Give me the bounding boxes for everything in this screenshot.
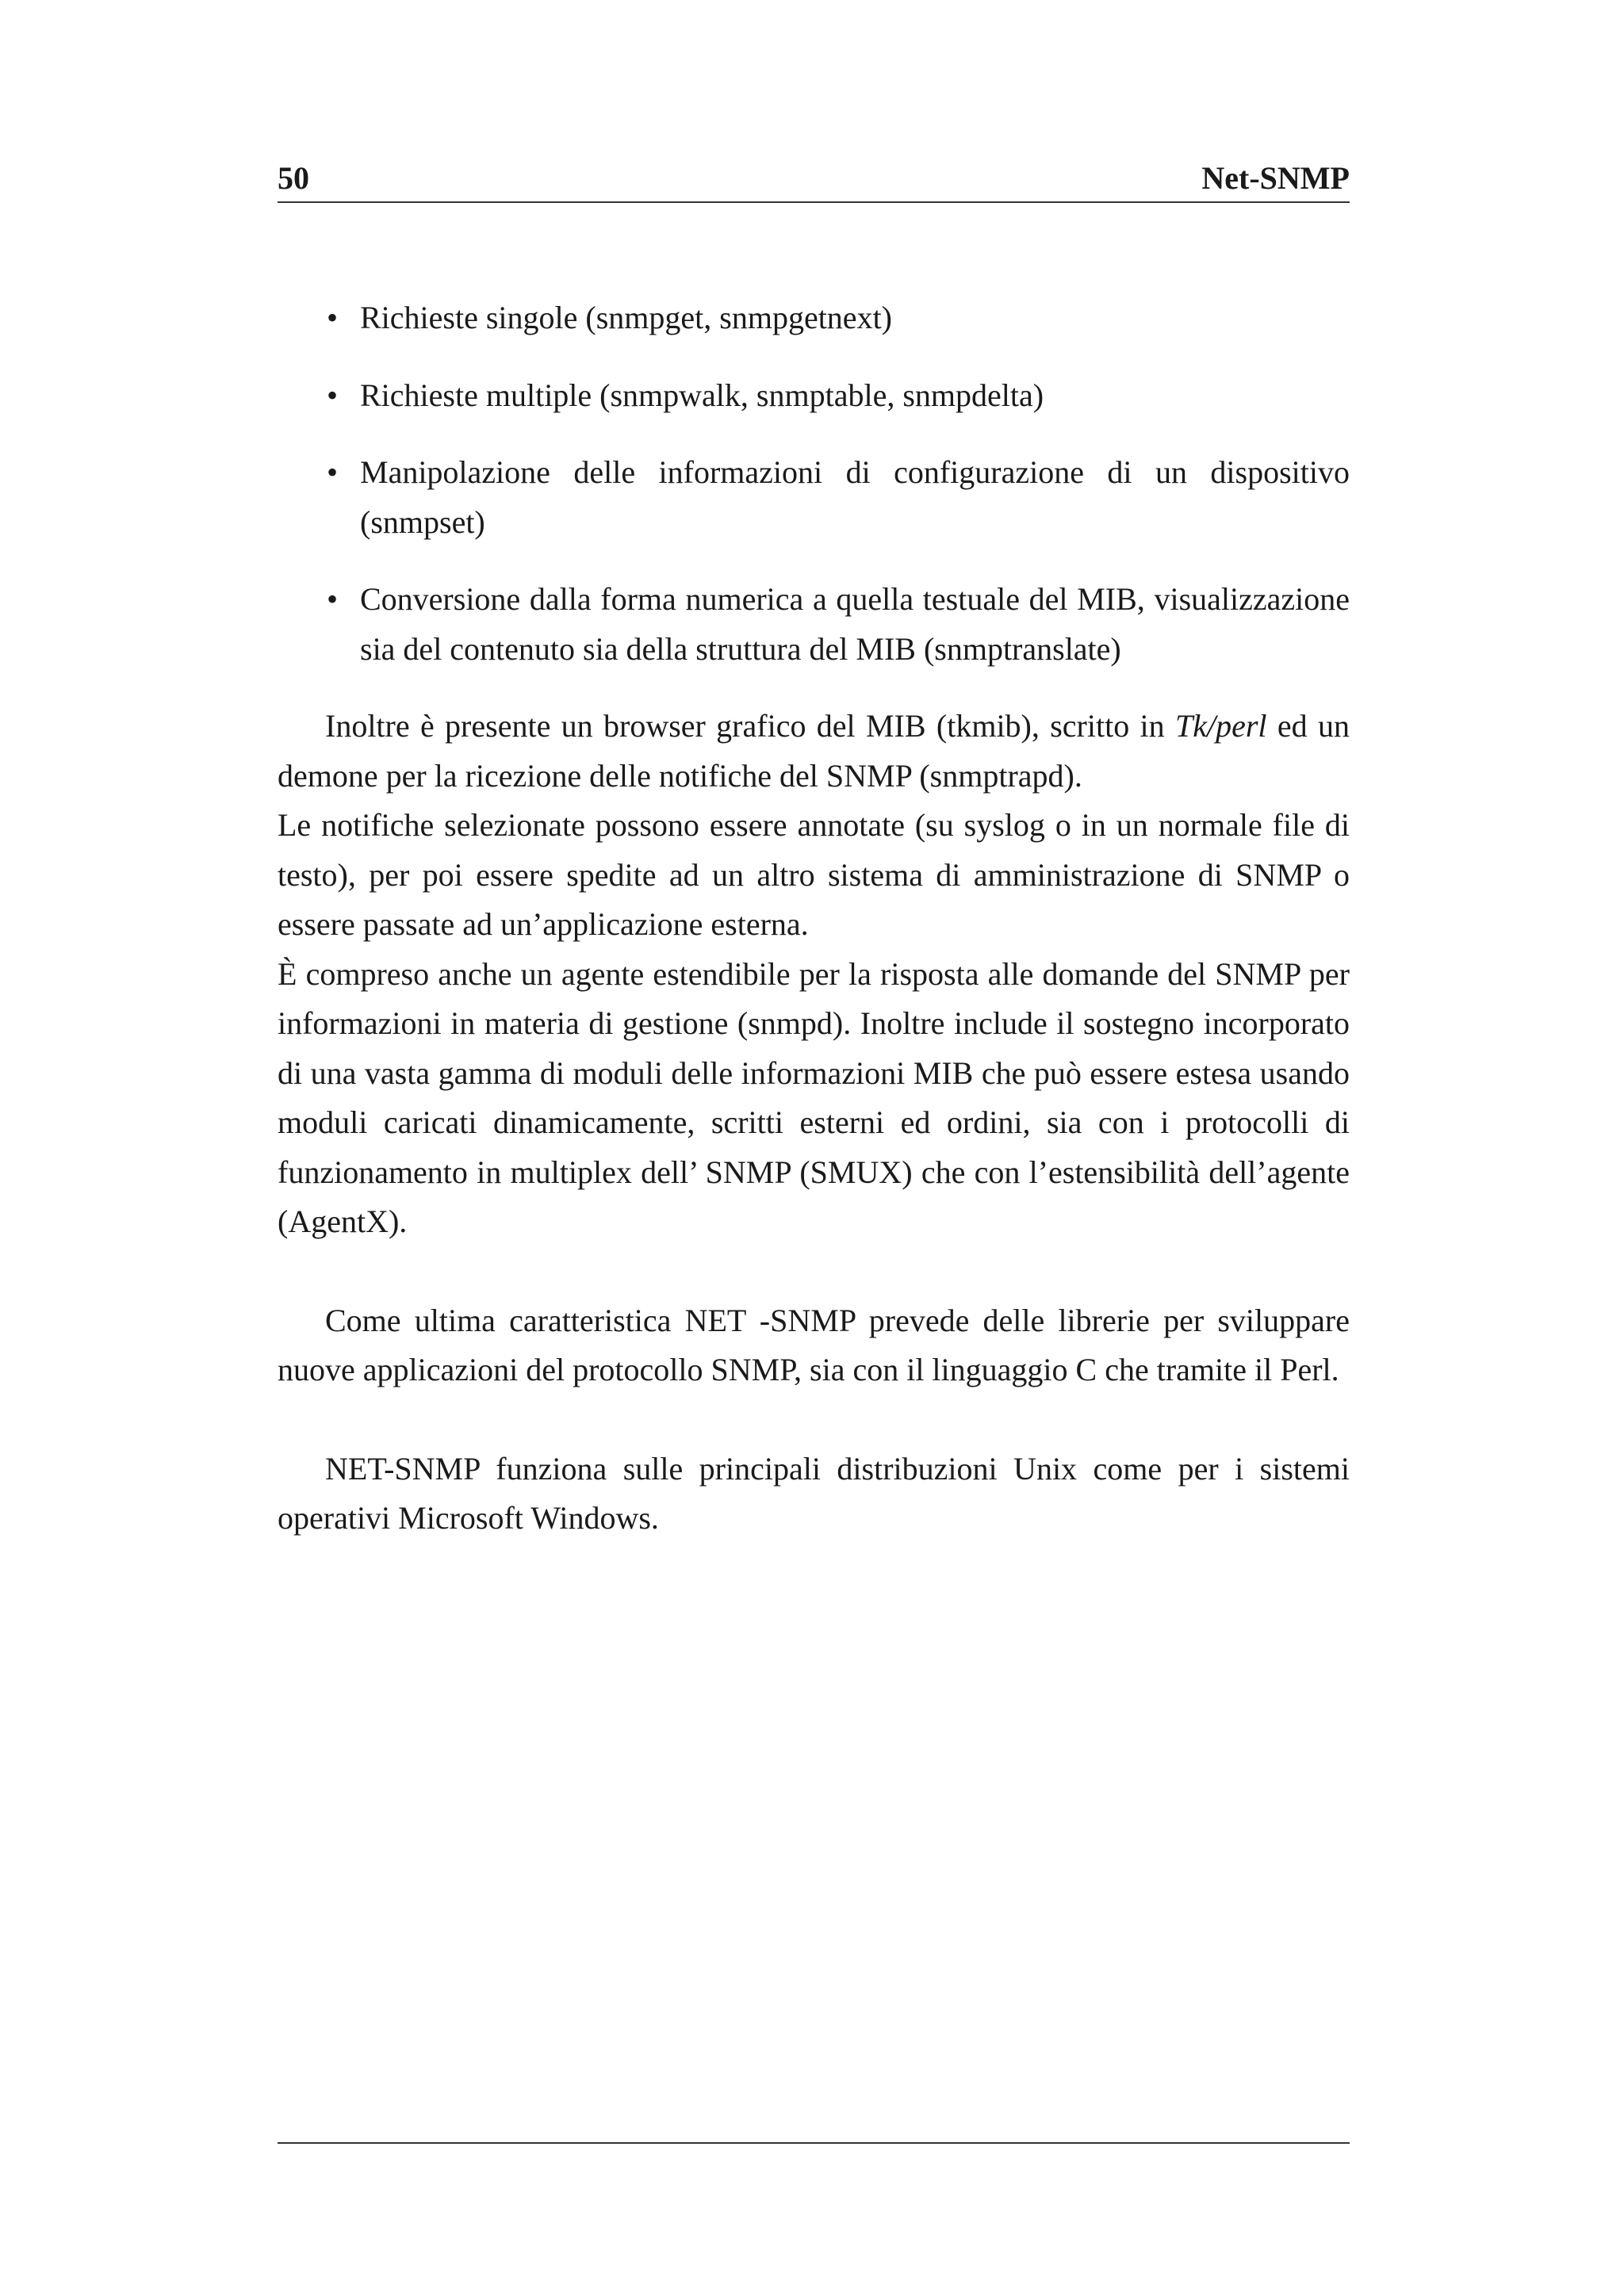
list-item-text: Richieste singole (snmpget, snmpgetnext) xyxy=(360,300,892,335)
header-rule xyxy=(278,201,1350,203)
paragraph-platforms: NET-SNMP funziona sulle principali distribuzioni Unix come per i sistemi operativi Microsoft Windows. xyxy=(278,1450,1350,1536)
list-item xyxy=(278,371,1350,421)
list-item xyxy=(278,448,1350,547)
bullet-icon: • xyxy=(327,454,339,490)
paragraph-text: Inoltre è presente un browser grafico del MIB (tkmib), scritto in xyxy=(325,708,1175,744)
paragraph-notifications: Le notifiche selezionate possono essere annotate (su syslog o in un normale file di testo), per poi essere spedite ad un altro sistema di amministrazione di SNMP o essere passate ad un’applicazione esterna. xyxy=(278,807,1350,942)
bullet-icon: • xyxy=(327,300,339,335)
paragraph-tkmib xyxy=(278,702,1350,801)
list-item-text: Richieste multiple (snmpwalk, snmptable, snmpdelta) xyxy=(360,377,1044,413)
bullet-list xyxy=(278,293,1350,674)
page-number: 50 xyxy=(278,160,309,196)
bullet-icon: • xyxy=(327,377,339,413)
body-text xyxy=(278,293,1350,1544)
paragraph-libraries: Come ultima caratteristica NET -SNMP prevede delle librerie per sviluppare nuove applicazioni del protocollo SNMP, sia con il linguaggio C che tramite il Perl. xyxy=(278,1302,1350,1387)
chapter-title: Net-SNMP xyxy=(1201,160,1350,196)
running-header xyxy=(278,155,1350,201)
list-item xyxy=(278,575,1350,674)
paragraph-text: ed un demone per la ricezione delle notifiche del SNMP (snmptrapd). xyxy=(278,708,1350,794)
bullet-icon: • xyxy=(327,581,339,617)
footer-rule xyxy=(278,2142,1350,2144)
list-item xyxy=(278,293,1350,343)
list-item-text: Manipolazione delle informazioni di configurazione di un dispositivo (snmpset) xyxy=(360,454,1350,540)
paragraph-agent: È compreso anche un agente estendibile per la risposta alle domande del SNMP per informazioni in materia di gestione (snmpd). Inoltre include il sostegno incorporato di una vasta gamma di moduli delle informazioni MIB che può essere estesa usando moduli caricati dinamicamente, scritti esterni ed ordini, sia con i protocolli di funzionamento in multiplex dell’ SNMP (SMUX) che con l’estensibilità dell’agente (AgentX). xyxy=(278,955,1350,1239)
list-item-text: Conversione dalla forma numerica a quella testuale del MIB, visualizzazione sia del contenuto sia della struttura del MIB (snmptranslate) xyxy=(360,581,1350,667)
italic-term: Tk/perl xyxy=(1175,708,1267,744)
